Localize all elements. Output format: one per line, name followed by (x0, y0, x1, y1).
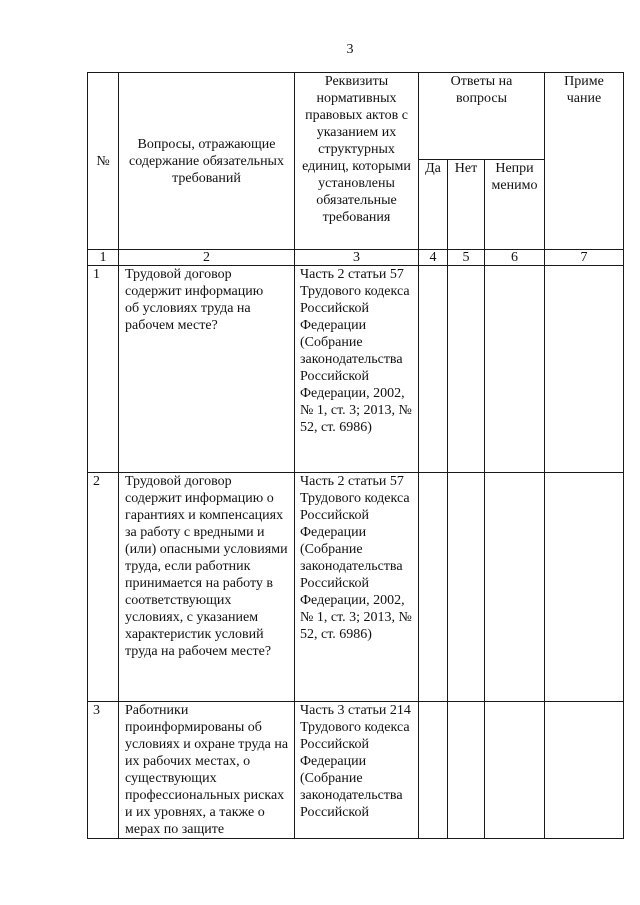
header-no-cell (448, 160, 485, 250)
column-number-row (88, 250, 624, 266)
row-requisite (295, 266, 419, 473)
header-no: Нет (454, 161, 478, 177)
table-row (88, 473, 624, 702)
row-requisite (295, 702, 419, 839)
row-number: 3 (88, 702, 119, 839)
column-number-cell: 3 (295, 250, 419, 266)
column-number-cell: 1 (88, 250, 119, 266)
row-number: 1 (88, 266, 119, 473)
row-question-text: Трудовой договор содержит информацию об условиях труда на рабочем месте? (125, 267, 264, 333)
row-question-text: Работники проинформированы об условиях и охране труда на их рабочих местах, о существующих профессиональных рисках и их уровнях, а также о мерах по защите (125, 703, 289, 837)
header-questions: Вопросы, отражающие содержание обязательных требований (129, 136, 284, 186)
row-question (119, 473, 295, 702)
header-note: Приме чание (564, 74, 604, 106)
header-number-cell (88, 73, 119, 250)
header-yes-cell (419, 160, 448, 250)
answer-yes-cell[interactable] (419, 702, 448, 839)
header-not-applicable-cell (485, 160, 545, 250)
header-answers: Ответы на вопросы (450, 74, 513, 106)
row-requisite-text: Часть 3 статьи 214 Трудового кодекса Российской Федерации (Собрание законодательства Российской (300, 703, 411, 820)
note-cell[interactable] (545, 473, 624, 702)
header-questions-cell (119, 73, 295, 250)
note-cell[interactable] (545, 702, 624, 839)
header-requisites: Реквизиты нормативных правовых актов с указанием их структурных единиц, которыми установлены обязательные требования (302, 74, 411, 225)
row-number: 2 (88, 473, 119, 702)
requirements-table (87, 72, 624, 839)
row-requisite-text: Часть 2 статьи 57 Трудового кодекса Российской Федерации (Собрание законодательства Российской Федерации, 2002, № 1, ст. 3; 2013, № 52, ст. 6986) (300, 267, 412, 435)
answer-not-applicable-cell[interactable] (485, 702, 545, 839)
page-number: 3 (346, 42, 354, 57)
header-not-applicable: Непри менимо (491, 161, 538, 194)
row-question (119, 702, 295, 839)
column-number-cell: 5 (448, 250, 485, 266)
header-requisites-cell (295, 73, 419, 250)
row-question (119, 266, 295, 473)
answer-no-cell[interactable] (448, 702, 485, 839)
column-number-cell: 6 (485, 250, 545, 266)
header-row-1 (88, 73, 624, 160)
column-number-cell: 2 (119, 250, 295, 266)
row-requisite-text: Часть 2 статьи 57 Трудового кодекса Российской Федерации (Собрание законодательства Российской Федерации, 2002, № 1, ст. 3; 2013, № 52, ст. 6986) (300, 474, 412, 642)
answer-not-applicable-cell[interactable] (485, 266, 545, 473)
header-note-cell (545, 73, 624, 250)
answer-yes-cell[interactable] (419, 473, 448, 702)
table-row (88, 702, 624, 839)
answer-yes-cell[interactable] (419, 266, 448, 473)
answer-no-cell[interactable] (448, 266, 485, 473)
header-number: № (96, 153, 110, 169)
header-yes: Да (425, 161, 441, 177)
answer-not-applicable-cell[interactable] (485, 473, 545, 702)
answer-no-cell[interactable] (448, 473, 485, 702)
column-number-cell: 7 (545, 250, 624, 266)
column-number-cell: 4 (419, 250, 448, 266)
header-answers-cell (419, 73, 545, 160)
note-cell[interactable] (545, 266, 624, 473)
table-row (88, 266, 624, 473)
row-question-text: Трудовой договор содержит информацию о гарантиях и компенсациях за работу с вредными и (или) опасными условиями труда, если работник принимается на работу в соответствующих условиях, с указанием характеристик условий труда на рабочем месте? (125, 474, 288, 659)
row-requisite (295, 473, 419, 702)
